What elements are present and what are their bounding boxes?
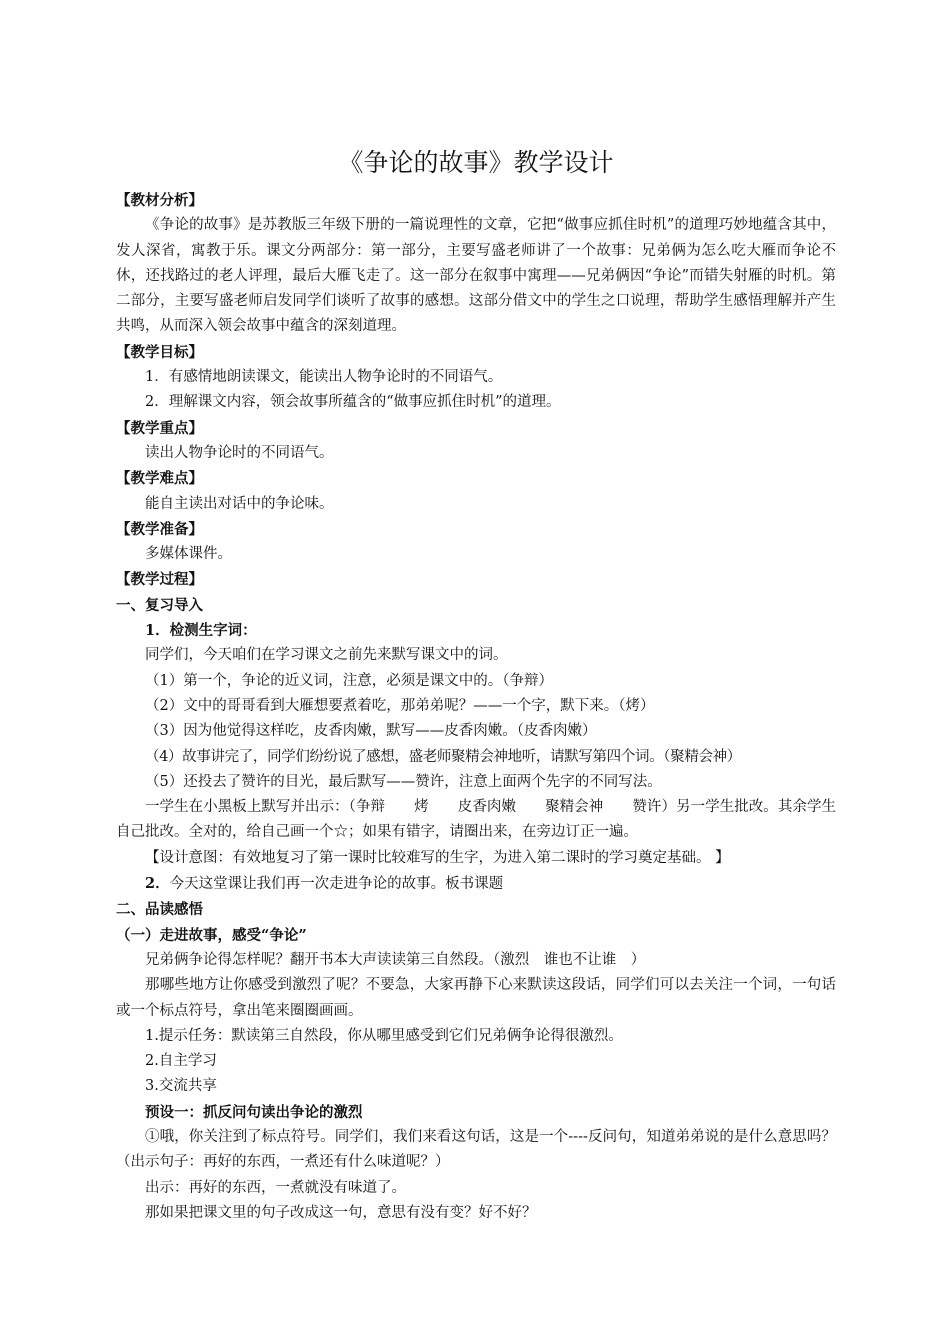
paragraph: 那哪些地方让你感受到激烈了呢？不要急，大家再静下心来默读这段话，同学们可以去关注一个词，一句话或一个标点符号，拿出笔来圈圈画画。: [116, 977, 836, 1019]
page-title: 《争论的故事》教学设计: [338, 148, 614, 177]
step-2: [116, 871, 836, 897]
section-heading-process: 【教学过程】: [116, 571, 203, 589]
dictation-item: （2）文中的哥哥看到大雁想要煮着吃，那弟弟呢？——一个字，默下来。（烤）: [145, 697, 655, 714]
task-item: 2.自主学习: [145, 1053, 217, 1070]
key-points-text: 读出人物争论时的不同语气。: [145, 444, 334, 461]
step-heading-dictation: 1．检测生字词：: [145, 622, 257, 640]
paragraph: 兄弟俩争论得怎样呢？翻开书本大声读读第三自然段。（激烈 谁也不让谁 ）: [145, 951, 646, 968]
dictation-item: （4）故事讲完了，同学们纷纷说了感想，盛老师聚精会神地听，请默写第四个词。（聚精会神）: [145, 748, 741, 765]
paragraph: 那如果把课文里的句子改成这一句，意思有没有变？好不好？: [145, 1204, 537, 1221]
section-heading-preparation: 【教学准备】: [116, 520, 203, 538]
goal-item: 2．理解课文内容，领会故事所蕴含的“做事应抓住时机”的道理。: [145, 394, 561, 411]
task-item: 3.交流共享: [145, 1078, 217, 1095]
paragraph: 出示：再好的东西，一煮就没有味道了。: [145, 1179, 406, 1196]
dictation-item: （3）因为他觉得这样吃，皮香肉嫩，默写——皮香肉嫩。（皮香肉嫩）: [145, 723, 597, 740]
part-heading-review: 一、复习导入: [116, 596, 203, 614]
sub-heading-debate: （一）走进故事，感受“争论”: [116, 926, 307, 944]
material-analysis-text: 《争论的故事》是苏教版三年级下册的一篇说理性的文章，它把“做事应抓住时机”的道理巧妙地蕴含其中，发人深省，寓教于乐。课文分两部分：第一部分，主要写盛老师讲了一个故事：兄弟俩为怎么吃大雁而争论不休，还找路过的老人评理，最后大雁飞走了。这一部分在叙事中寓理——兄弟俩因“争论”而错失射雁的时机。第二部分，主要写盛老师启发同学们谈听了故事的感想。这部分借文中的学生之口说理，帮助学生感悟理解并产生共鸣，从而深入领会故事中蕴含的深刻道理。: [116, 217, 836, 335]
paragraph: ①哦，你关注到了标点符号。同学们，我们来看这句话，这是一个----反问句，知道弟弟说的是什么意思吗？（出示句子：再好的东西，一煮还有什么味道呢？）: [116, 1128, 836, 1171]
goal-item: 1．有感情地朗读课文，能读出人物争论时的不同语气。: [145, 369, 503, 386]
dictation-item: （5）还投去了赞许的目光，最后默写——赞许，注意上面两个先字的不同写法。: [145, 773, 662, 790]
preparation-text: 多媒体课件。: [145, 546, 232, 563]
dictation-activity: 一学生在小黑板上默写并出示：（争辩 烤 皮香肉嫩 聚精会神 赞许）另一学生批改。其余学生自己批改。全对的，给自己画一个☆；如果有错字，请圈出来，在旁边订正一遍。: [116, 799, 836, 841]
section-heading-goals: 【教学目标】: [116, 343, 203, 361]
dictation-intro: 同学们，今天咱们在学习课文之前先来默写课文中的词。: [145, 647, 508, 664]
difficulties-text: 能自主读出对话中的争论味。: [145, 495, 334, 512]
dictation-item: （1）第一个，争论的近义词，注意，必须是课文中的。（争辩）: [145, 672, 553, 689]
preset-heading: 预设一：抓反问句读出争论的激烈: [145, 1103, 363, 1121]
step-2-number: 2．: [145, 875, 170, 893]
part-heading-reading: 二、品读感悟: [116, 901, 203, 919]
design-intent-note: 【设计意图：有效地复习了第一课时比较难写的生字，为进入第二课时的学习奠定基础。 】: [145, 849, 730, 866]
section-heading-material-analysis: 【教材分析】: [116, 192, 203, 209]
section-heading-key-points: 【教学重点】: [116, 419, 203, 437]
section-heading-difficulties: 【教学难点】: [116, 470, 203, 488]
step-2-text: 今天这堂课让我们再一次走进争论的故事。板书课题: [169, 876, 504, 893]
task-item: 1.提示任务：默读第三自然段，你从哪里感受到它们兄弟俩争论得很激烈。: [145, 1027, 623, 1044]
document-body: [116, 146, 836, 1226]
